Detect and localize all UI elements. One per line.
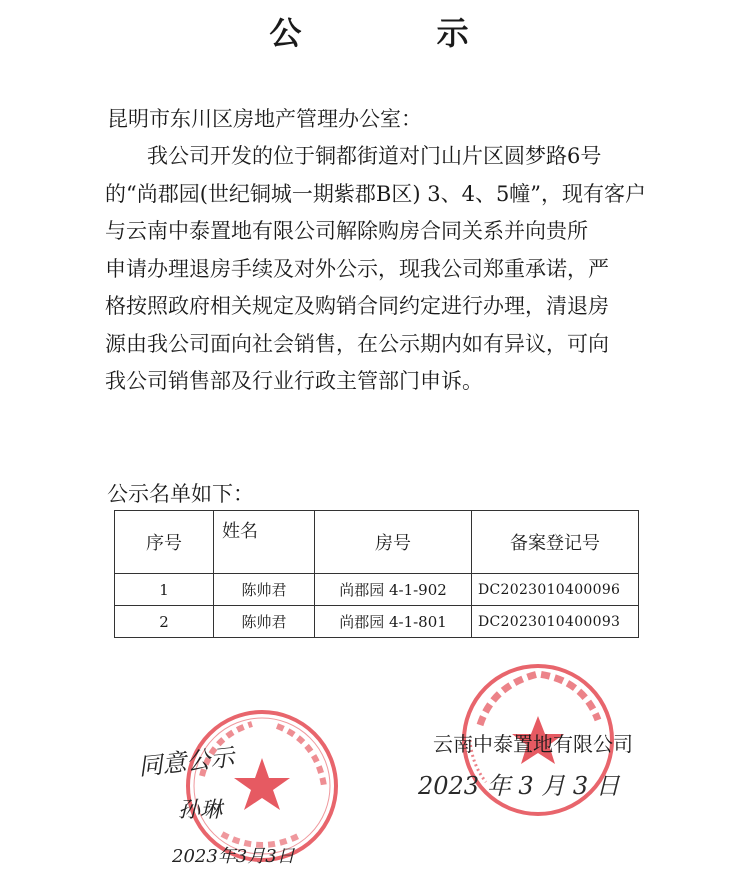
company-date: 2023 年 3 月 3 日 [418,772,620,800]
announcement-table [114,510,639,638]
cell-room: 尚郡园 4-1-801 [315,606,472,638]
cell-registration: DC2023010400096 [472,574,639,606]
handwritten-date: 2023年3月3日 [172,846,295,867]
list-heading: 公示名单如下： [107,482,254,506]
body-line: 申请办理退房手续及对外公示，现我公司郑重承诺，严 [105,256,609,281]
notice-body [105,138,647,401]
header-name: 姓名 [214,511,315,574]
cell-registration: DC2023010400093 [472,606,639,638]
header-room: 房号 [315,511,472,574]
addressee: 昆明市东川区房地产管理办公室： [107,107,422,131]
body-line: 格按照政府相关规定及购销合同约定进行办理，清退房 [105,294,609,318]
body-line: 的“尚郡园(世纪铜城一期紫郡B区) 3、4、5幢”，现有客户 [105,181,647,206]
cell-name: 陈帅君 [214,574,315,606]
cell-name: 陈帅君 [214,606,315,638]
header-registration: 备案登记号 [472,511,639,574]
cell-room: 尚郡园 4-1-902 [315,574,472,606]
cell-seq: 2 [115,606,214,638]
table-row [115,606,639,638]
table-header-row [115,511,639,574]
cell-seq: 1 [115,574,214,606]
company-name: 云南中泰置地有限公司 [433,732,633,756]
body-line: 源由我公司面向社会销售，在公示期内如有异议，可向 [105,331,609,356]
table-row [115,574,639,606]
body-line: 我公司开发的位于铜都街道对门山片区圆梦路6号 [147,144,602,168]
handwritten-approval: 同意公示 [137,743,236,781]
handwritten-signature: 孙琳 [178,798,223,823]
header-seq: 序号 [115,511,214,574]
page-title: 公 示 [269,14,531,52]
body-line: 我公司销售部及行业行政主管部门申诉。 [105,369,483,393]
star-icon [234,758,290,810]
body-line: 与云南中泰置地有限公司解除购房合同关系并向贵所 [105,219,588,243]
